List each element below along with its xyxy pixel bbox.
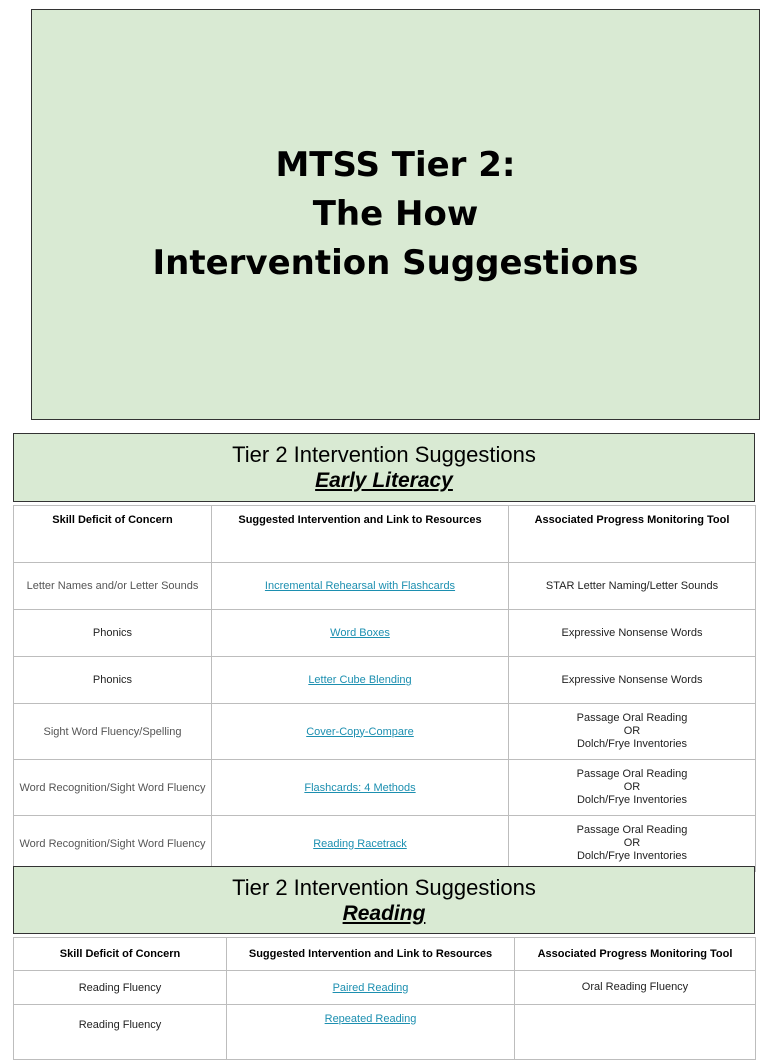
table-row	[14, 1005, 756, 1060]
tool-cell	[509, 563, 756, 610]
table-row	[14, 610, 756, 657]
tool-line: Expressive Nonsense Words	[561, 626, 703, 639]
table-row	[14, 760, 756, 816]
intervention-link[interactable]: Cover-Copy-Compare	[306, 725, 414, 738]
table-row	[14, 657, 756, 704]
title-line-2: The How	[312, 194, 479, 234]
skill-cell: Word Recognition/Sight Word Fluency	[14, 816, 212, 872]
table-header-row	[14, 506, 756, 563]
tool-line: Passage Oral Reading	[576, 768, 688, 780]
header-skill: Skill Deficit of Concern	[14, 506, 212, 563]
section-title: Tier 2 Intervention Suggestions	[232, 875, 536, 900]
header-tool: Associated Progress Monitoring Tool	[515, 938, 756, 971]
title-line-1: MTSS Tier 2:	[275, 145, 516, 185]
intervention-cell	[227, 971, 515, 1005]
table-header-row	[14, 938, 756, 971]
tool-line: OR	[623, 725, 641, 737]
skill-cell: Phonics	[14, 610, 212, 657]
title-card	[31, 9, 760, 420]
header-intervention: Suggested Intervention and Link to Resources	[212, 506, 509, 563]
tool-line: Dolch/Frye Inventories	[576, 850, 688, 862]
intervention-cell	[212, 704, 509, 760]
tool-cell	[515, 1005, 756, 1060]
section-header-reading	[13, 866, 755, 934]
intervention-cell	[212, 760, 509, 816]
tool-line: Passage Oral Reading	[576, 824, 688, 836]
reading-table	[13, 937, 756, 1060]
section-subtitle: Reading	[342, 902, 426, 925]
intervention-link[interactable]: Flashcards: 4 Methods	[304, 781, 416, 794]
tool-cell	[509, 760, 756, 816]
section-title: Tier 2 Intervention Suggestions	[232, 442, 536, 467]
tool-cell	[509, 816, 756, 872]
tool-line: OR	[623, 781, 641, 793]
header-intervention: Suggested Intervention and Link to Resources	[227, 938, 515, 971]
table-row	[14, 563, 756, 610]
header-skill: Skill Deficit of Concern	[14, 938, 227, 971]
intervention-cell	[212, 816, 509, 872]
tool-line: Passage Oral Reading	[576, 712, 688, 724]
title-line-3: Intervention Suggestions	[152, 243, 639, 283]
section-subtitle: Early Literacy	[315, 469, 453, 492]
intervention-link[interactable]: Repeated Reading	[324, 1013, 417, 1025]
tool-cell	[509, 704, 756, 760]
section-header-early-literacy	[13, 433, 755, 502]
tool-cell	[509, 657, 756, 704]
skill-cell: Phonics	[14, 657, 212, 704]
table-row	[14, 704, 756, 760]
table-row	[14, 971, 756, 1005]
skill-cell: Sight Word Fluency/Spelling	[14, 704, 212, 760]
skill-cell: Letter Names and/or Letter Sounds	[14, 563, 212, 610]
intervention-link[interactable]: Paired Reading	[332, 981, 409, 994]
tool-line: OR	[623, 837, 641, 849]
header-tool: Associated Progress Monitoring Tool	[509, 506, 756, 563]
tool-line: Expressive Nonsense Words	[561, 673, 703, 686]
tool-cell	[515, 971, 756, 1005]
intervention-link[interactable]: Word Boxes	[330, 627, 390, 639]
intervention-cell	[212, 657, 509, 704]
intervention-link[interactable]: Reading Racetrack	[313, 837, 407, 850]
skill-cell: Reading Fluency	[14, 971, 227, 1005]
skill-cell: Reading Fluency	[14, 1005, 227, 1060]
intervention-cell	[212, 563, 509, 610]
tool-line: Dolch/Frye Inventories	[576, 794, 688, 806]
intervention-cell	[212, 610, 509, 657]
early-literacy-table	[13, 505, 756, 872]
tool-line: Oral Reading Fluency	[581, 981, 689, 993]
intervention-cell	[227, 1005, 515, 1060]
intervention-link[interactable]: Letter Cube Blending	[308, 674, 412, 686]
table-row	[14, 816, 756, 872]
tool-line: Dolch/Frye Inventories	[576, 738, 688, 750]
tool-line: STAR Letter Naming/Letter Sounds	[545, 579, 719, 592]
intervention-link[interactable]: Incremental Rehearsal with Flashcards	[264, 580, 456, 592]
skill-cell: Word Recognition/Sight Word Fluency	[14, 760, 212, 816]
tool-cell	[509, 610, 756, 657]
